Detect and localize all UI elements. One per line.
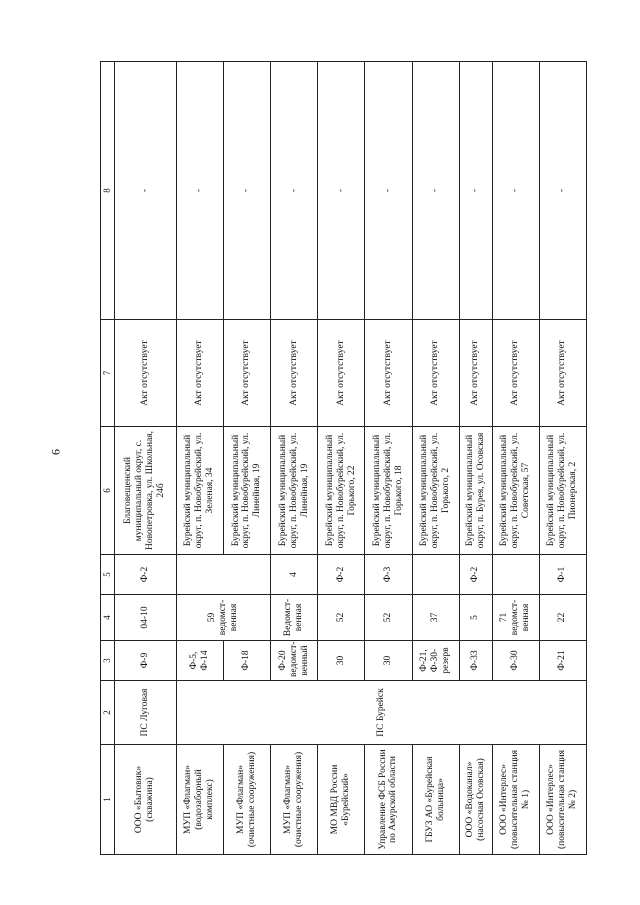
header-cell: 6 <box>101 427 115 555</box>
feeder-cell: 30 <box>365 641 412 681</box>
consumer-cell: ООО «Бытовик» (скважина) <box>115 745 177 855</box>
header-cell: 8 <box>101 62 115 320</box>
rotated-table-container <box>100 62 587 855</box>
address-cell: Благовещенский муниципальный округ, с. Новопетровка, ул. Школьная, 24б <box>115 427 177 555</box>
address-cell: Бурейский муниципальный округ, п. Новобурейский, ул. Линейная, 19 <box>270 427 317 555</box>
substation-cell: ПС Луговая <box>115 681 177 745</box>
note-cell: - <box>412 62 459 320</box>
table-row <box>176 62 223 855</box>
note-cell: - <box>115 62 177 320</box>
tp-cell: 59 ведомст-венная <box>176 595 270 641</box>
act-cell: Акт отсутствует <box>492 320 539 427</box>
address-cell: Бурейский муниципальный округ, п. Новобурейский, ул. Горького, 22 <box>318 427 365 555</box>
substation-cell: ПС Бурейск <box>176 681 586 745</box>
feeder-cell: Ф-33 <box>459 641 492 681</box>
consumer-cell: ГБУЗ АО «Бурейская больница» <box>412 745 459 855</box>
address-cell: Бурейский муниципальный округ, п. Новобурейский, ул. Горького, 2 <box>412 427 459 555</box>
feeder-cell: Ф-21 <box>539 641 586 681</box>
act-cell: Акт отсутствует <box>539 320 586 427</box>
tp-cell: 22 <box>539 595 586 641</box>
header-cell: 7 <box>101 320 115 427</box>
line-cell <box>176 555 270 595</box>
feeder-cell: Ф-9 <box>115 641 177 681</box>
header-cell: 3 <box>101 641 115 681</box>
consumer-cell: Управление ФСБ России по Амурской области <box>365 745 412 855</box>
line-cell: Ф-2 <box>459 555 492 595</box>
note-cell: - <box>318 62 365 320</box>
tp-cell: Ведомст-венная <box>270 595 317 641</box>
consumer-cell: МО МВД России «Бурейский» <box>318 745 365 855</box>
header-cell: 1 <box>101 745 115 855</box>
note-cell: - <box>176 62 223 320</box>
act-cell: Акт отсутствует <box>270 320 317 427</box>
address-cell: Бурейский муниципальный округ, п. Новобурейский, ул. Пионерская, 2 <box>539 427 586 555</box>
feeder-cell: Ф-5, Ф-14 <box>176 641 223 681</box>
tp-cell: 37 <box>412 595 459 641</box>
line-cell: Ф-2 <box>115 555 177 595</box>
act-cell: Акт отсутствует <box>223 320 270 427</box>
header-cell: 4 <box>101 595 115 641</box>
feeder-cell: Ф-21, Ф-30- резерв <box>412 641 459 681</box>
address-cell: Бурейский муниципальный округ, п. Новобурейский, ул. Зеленая, 34 <box>176 427 223 555</box>
line-cell <box>492 555 539 595</box>
consumer-cell: ООО «Водоканал» (насосная Осовская) <box>459 745 492 855</box>
line-cell: Ф-1 <box>539 555 586 595</box>
consumer-cell: МУП «Флагман» (водозаборный комплекс) <box>176 745 223 855</box>
header-row <box>101 62 115 855</box>
note-cell: - <box>365 62 412 320</box>
header-cell: 5 <box>101 555 115 595</box>
note-cell: - <box>270 62 317 320</box>
tp-cell: 5 <box>459 595 492 641</box>
feeder-cell: Ф-20 ведомст-венный <box>270 641 317 681</box>
data-table <box>100 61 587 855</box>
feeder-cell: Ф-18 <box>223 641 270 681</box>
act-cell: Акт отсутствует <box>318 320 365 427</box>
tp-cell: 04-10 <box>115 595 177 641</box>
address-cell: Бурейский муниципальный округ, п. Новобурейский, ул. Линейная, 19 <box>223 427 270 555</box>
note-cell: - <box>492 62 539 320</box>
note-cell: - <box>459 62 492 320</box>
address-cell: Бурейский муниципальный округ, п. Новобурейский, ул. Советская, 57 <box>492 427 539 555</box>
act-cell: Акт отсутствует <box>115 320 177 427</box>
address-cell: Бурейский муниципальный округ, п. Новобурейский, ул. Горького, 18 <box>365 427 412 555</box>
line-cell: Ф-3 <box>365 555 412 595</box>
consumer-cell: ООО «Интерлес» (повысительная станция № 1) <box>492 745 539 855</box>
act-cell: Акт отсутствует <box>365 320 412 427</box>
tp-cell: 71 ведомст-венная <box>492 595 539 641</box>
consumer-cell: МУП «Флагман» (очистные сооружения) <box>223 745 270 855</box>
header-cell: 2 <box>101 681 115 745</box>
page-number: 6 <box>48 449 63 455</box>
feeder-cell: Ф-30 <box>492 641 539 681</box>
act-cell: Акт отсутствует <box>459 320 492 427</box>
line-cell: Ф-2 <box>318 555 365 595</box>
feeder-cell: 30 <box>318 641 365 681</box>
consumer-cell: МУП «Флагман» (очистные сооружения) <box>270 745 317 855</box>
note-cell: - <box>539 62 586 320</box>
address-cell: Бурейский муниципальный округ, п. Бурея, ул. Осовская <box>459 427 492 555</box>
line-cell: 4 <box>270 555 317 595</box>
line-cell <box>412 555 459 595</box>
tp-cell: 52 <box>318 595 365 641</box>
tp-cell: 52 <box>365 595 412 641</box>
act-cell: Акт отсутствует <box>176 320 223 427</box>
consumer-cell: ООО «Интерлес» (повысительная станция № 2) <box>539 745 586 855</box>
act-cell: Акт отсутствует <box>412 320 459 427</box>
table-row <box>115 62 177 855</box>
note-cell: - <box>223 62 270 320</box>
